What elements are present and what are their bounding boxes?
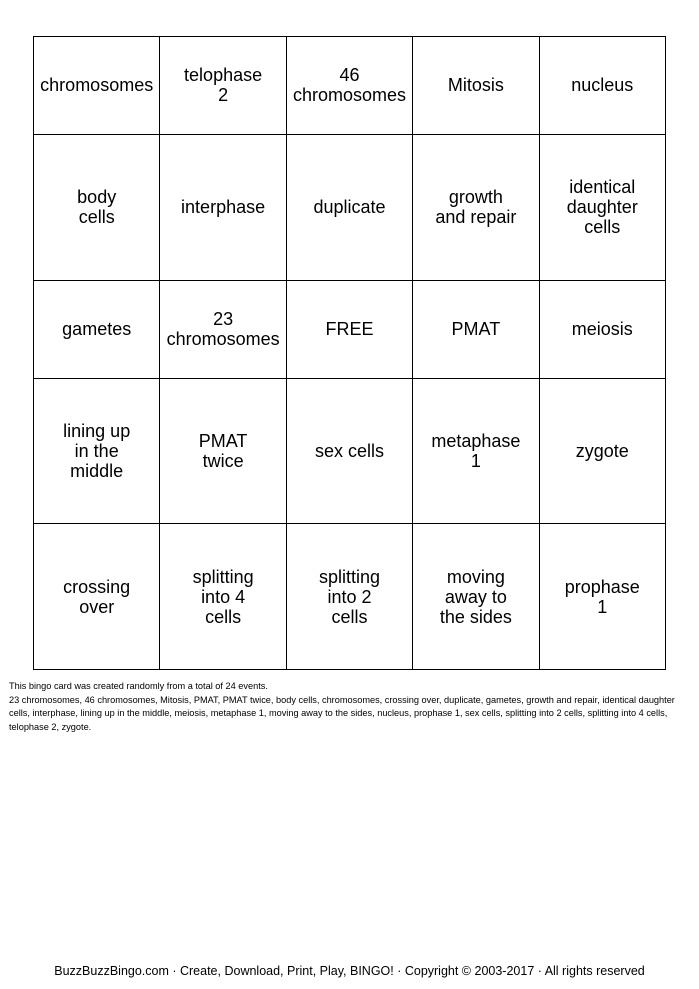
bingo-cell: meiosis [539, 280, 665, 378]
card-info-intro: This bingo card was created randomly from a total of 24 events. [9, 681, 268, 691]
bingo-cell: interphase [160, 134, 286, 280]
bingo-cell: gametes [34, 280, 160, 378]
footer-copyright: BuzzBuzzBingo.com · Create, Download, Print, Play, BINGO! · Copyright © 2003-2017 · All rights reserved [54, 964, 645, 978]
bingo-row [34, 524, 666, 670]
bingo-cell: growth and repair [413, 134, 539, 280]
bingo-row [34, 280, 666, 378]
card-info [9, 680, 689, 734]
bingo-cell: identical daughter cells [539, 134, 665, 280]
bingo-cell: lining up in the middle [34, 378, 160, 524]
bingo-cell: 23 chromosomes [160, 280, 286, 378]
bingo-cell: chromosomes [34, 37, 160, 135]
bingo-cell: splitting into 4 cells [160, 524, 286, 670]
bingo-row [34, 134, 666, 280]
bingo-cell: PMAT [413, 280, 539, 378]
bingo-cell: moving away to the sides [413, 524, 539, 670]
free-space-cell: FREE [286, 280, 412, 378]
bingo-cell: metaphase 1 [413, 378, 539, 524]
bingo-cell: sex cells [286, 378, 412, 524]
card-info-events: 23 chromosomes, 46 chromosomes, Mitosis, PMAT, PMAT twice, body cells, chromosomes, crossing over, duplicate, gametes, growth and repair, identical daughter cells, interphase, lining up in the middle, meiosis, metaphase 1, moving away to the sides, nucleus, prophase 1, sex cells, splitting into 2 cells, splitting into 4 cells, telophase 2, zygote. [9, 694, 675, 732]
bingo-cell: splitting into 2 cells [286, 524, 412, 670]
bingo-cell: crossing over [34, 524, 160, 670]
bingo-row [34, 37, 666, 135]
bingo-row [34, 378, 666, 524]
bingo-cell: Mitosis [413, 37, 539, 135]
bingo-cell: PMAT twice [160, 378, 286, 524]
bingo-cell: duplicate [286, 134, 412, 280]
bingo-cell: telophase 2 [160, 37, 286, 135]
bingo-cell: 46 chromosomes [286, 37, 412, 135]
bingo-cell: nucleus [539, 37, 665, 135]
bingo-cell: zygote [539, 378, 665, 524]
bingo-cell: prophase 1 [539, 524, 665, 670]
bingo-card [33, 36, 666, 670]
bingo-cell: body cells [34, 134, 160, 280]
